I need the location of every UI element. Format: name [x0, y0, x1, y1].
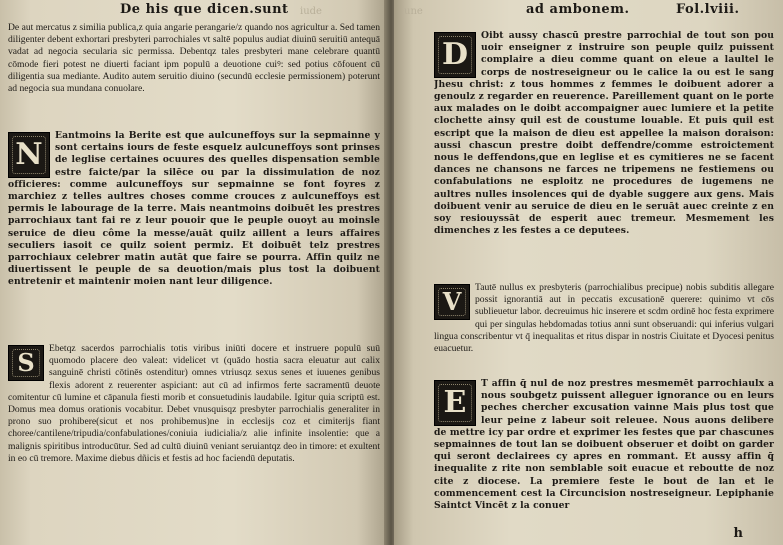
- bleed-through-text-right: une: [404, 6, 423, 17]
- right-para1-text: Oibt aussy chascū prestre parrochial de tout son pou uoir enseigner z instruire son peuple quilz puissent complaire a dieu comme quant on eleue a laultel le corps de nostreseigneur ou le calice la ou est le sang Jhesu christ: z tous hommes z femmes le doibuent adorer a genoulz z regarder en reuerence. Pareillement quant on le porte aux malades on le doibt accompaigner auec lumiere et la petite clochette ainsy quil est de coustume louable. Et puis quil est escript que la maison de dieu est appellee la maison doraison: aussi chascun prestre doibt deffendre/comme estroictement nous le deffendons,que en leglise et es cymitieres ne se facent dances ne chansons ne farces ne tripemens ne festiemens ou confabulations ne esploitz ne procedures de iugemens ne aultres nulles insolences qui de dyable suggere aux gens. Mais doibuent venir au seruice de dieu en le seruāt auec creinte z en soy resiouyssāt de esperit auec tremeur. Mesmement les dimenches z les festes a ce deputees.: [434, 30, 774, 237]
- left-latin-paragraph-2: [8, 343, 380, 543]
- decorated-initial-n: N: [8, 132, 50, 178]
- right-french-paragraph-2: [434, 378, 774, 526]
- decorated-initial-s: S: [8, 345, 44, 381]
- right-latin-paragraph: [434, 282, 774, 374]
- right-french-paragraph-1: [434, 30, 774, 275]
- right-para2-text: Tautē nullus ex presbyteris (parrochialibus precipue) nobis subditis allegare possit ignorantiā aut in peccatis excusationē querere: quinimo vt cōs sublieuetur labor. decreuimus hic inserere et scdm ordinē hoc festa exprimere qui per singulas hebdomadas totius anni sunt obseruandi: qui inferius vulgari lingua conscribentur vt q̄ inequalitas et ritus dispar in nostris Ciuitate et Dyocesi penitus euacuetur.: [434, 282, 774, 355]
- left-para2-text: Eantmoins la Berite est que aulcuneffoys sur la sepmainne y sont certains iours de feste esquelz aulcuneffoys sont prinses de leglise certaines ocuures des quelles dispensation semble estre faicte/par la silēce ou par la dissimulation de noz officieres: comme aulcuneffoys sur sepmainne se font foyres z marchiez z telles aultres choses comme crouces z aulcuneffoys est permis le labourage de la terre. Mais neantmoins doibuēt les prestres parrochiaux tant fai re z leur pouoir que le peuple ouoyt au moinsle seruice de dieu côme la messe/auāt quilz aillent a leurs affaires seculiers iasoit ce quilz soient permiz. Et doibuēt telz prestres parrochiaux celebrer matin autāt que faire se pourra. Affin quilz ne diuertissent le peuple de sa deuotion/mais plus tost la doibuent entretenir et maintenir moien nant leur diligence.: [8, 130, 380, 288]
- signature-mark: h: [733, 526, 743, 541]
- left-french-paragraph: [8, 130, 380, 340]
- right-page: [394, 0, 783, 545]
- decorated-initial-v: V: [434, 284, 470, 320]
- left-para1-text: De aut mercatus z similia publica,z quia angarie perangarie/z quando nos agricultur a. Sed tamen diligenter debent exhortari presbyteri parrochiales vt saltē populus audiat diuinū seruitiū antequā vadat ad negocia secularia sic permissa. Debentqz tales presbyteri mane celebrare quantū cōmode fieri potest ne diuerti faciant ipm populū a deuotione cuiꝰ: sed potius cōfouent cū diligentia sua mediante. Audito autem seruitio diuino (secundū ecclesie permissionem) poterunt ad negocia sua mundana conuolare.: [8, 22, 380, 95]
- left-page: [0, 0, 388, 545]
- decorated-initial-e: E: [434, 380, 476, 426]
- right-running-head: ad ambonem.: [526, 2, 630, 17]
- left-running-head: De his que dicen.sunt: [120, 2, 289, 17]
- left-para3-text: Ebetqz sacerdos parrochialis totis viribus iniūti docere et instruere populū suū quomodo placere deo valeat: videlicet vt (quādo hostia sacra eleuatur aut calix sanguinē christi cōtinēs ostenditur) omnes vtriusqz sexus senes et iuuenes genibus flexis adorent z reuerenter aspiciant: aut cū ad infirmos ferte sacramentū deuote comitentur cū lumine et cāpanula fiesti morib et consuetudinis laudabile. Igitur quia scriptū est. Domus mea domus orationis vocabitur. Debet vnusquisqz presbyter parrochialis generaliter in prono suo prohibere(sicut et nos prohibemus)ne in ecclesijs coz et cimiterijs fiant choree/cantilene/tripudia/confabulationes/coniuia iudicialia/z alie infinite insolentie: que a malignis spiritibus introducūtur. Sed ad cultū diuinū veniant seruiantqz deo in timore: et exultent in eo cū tremore. Maxime diebus dñicis et festis ad hoc faciendū deputatis.: [8, 343, 380, 464]
- folio-number: Fol.lviii.: [676, 2, 740, 17]
- decorated-initial-d: D: [434, 32, 476, 78]
- right-para3-text: T affin q̄ nul de noz prestres mesmemēt parrochiaulx a nous soubgetz puissent alleguer ignorance ou en leurs peches chercher excusation vainne Mais plus tost que leur peine z labeur soit releuee. Nous auons delibere de mettre icy par ordre et exprimer les festes que par chascunes sepmainnes de tout lan se doibuent obseruer et doibt on garder qui seront declairees cy apres en rommant. Et aussy affin q̄ inequalite z rite non semblable soit euacue et reboutte de noz cite z diocese. La premiere feste le bout de lan et le commencement cest la Circuncision nostreseigneur. Lepiphanie Saintct Vincēt z la conuer: [434, 378, 774, 512]
- left-latin-paragraph-1: [8, 22, 380, 117]
- bleed-through-text: iude: [300, 6, 322, 17]
